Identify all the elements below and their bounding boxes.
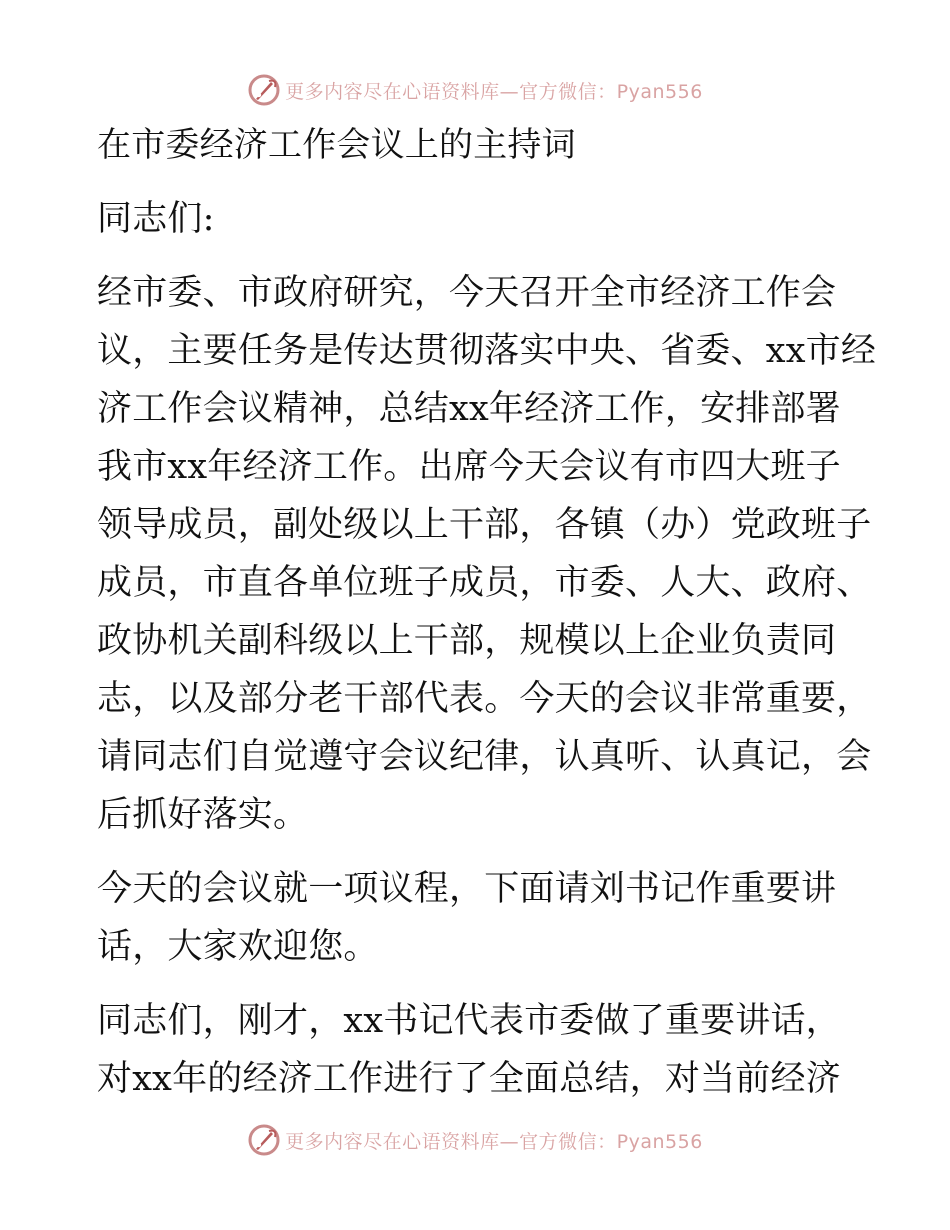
paragraph-line: 志，以及部分老干部代表。今天的会议非常重要， [97, 679, 872, 719]
header-watermark-banner [0, 68, 950, 112]
paragraph-line: 经市委、市政府研究，今天召开全市经济工作会 [97, 273, 837, 313]
watermark-text: 更多内容尽在心语资料库—官方微信：Pyan556 [285, 1130, 703, 1153]
paragraph-2 [97, 860, 867, 976]
paragraph-line: 领导成员，副处级以上干部，各镇（办）党政班子 [97, 505, 872, 545]
paragraph-line: 同志们，刚才，xx书记代表市委做了重要讲话， [97, 1001, 841, 1041]
paragraph-line: 我市xx年经济工作。出席今天会议有市四大班子 [97, 447, 841, 487]
paragraph-line: 政协机关副科级以上干部，规模以上企业负责同 [97, 621, 837, 661]
watermark-text: 更多内容尽在心语资料库—官方微信：Pyan556 [285, 80, 703, 103]
document-body [97, 116, 877, 1108]
footer-watermark-inner [247, 1123, 703, 1157]
paragraph-line: 议，主要任务是传达贯彻落实中央、省委、xx市经 [97, 331, 877, 371]
paragraph-3 [97, 992, 867, 1108]
quill-circle-logo-icon [247, 73, 281, 107]
paragraph-1 [97, 264, 877, 844]
paragraph-line: 成员，市直各单位班子成员，市委、人大、政府、 [97, 563, 872, 603]
paragraph-line: 济工作会议精神，总结xx年经济工作，安排部署 [97, 389, 841, 429]
paragraph-line: 话，大家欢迎您。 [97, 927, 379, 967]
paragraph-line: 后抓好落实。 [97, 795, 309, 835]
document-title: 在市委经济工作会议上的主持词 [97, 125, 576, 165]
header-watermark-inner [247, 73, 703, 107]
paragraph-line: 对xx年的经济工作进行了全面总结，对当前经济 [97, 1059, 841, 1099]
footer-watermark-banner [0, 1118, 950, 1162]
quill-circle-logo-icon [247, 1123, 281, 1157]
greeting: 同志们: [97, 199, 215, 239]
paragraph-line: 请同志们自觉遵守会议纪律，认真听、认真记，会 [97, 737, 872, 777]
paragraph-line: 今天的会议就一项议程，下面请刘书记作重要讲 [97, 869, 837, 909]
